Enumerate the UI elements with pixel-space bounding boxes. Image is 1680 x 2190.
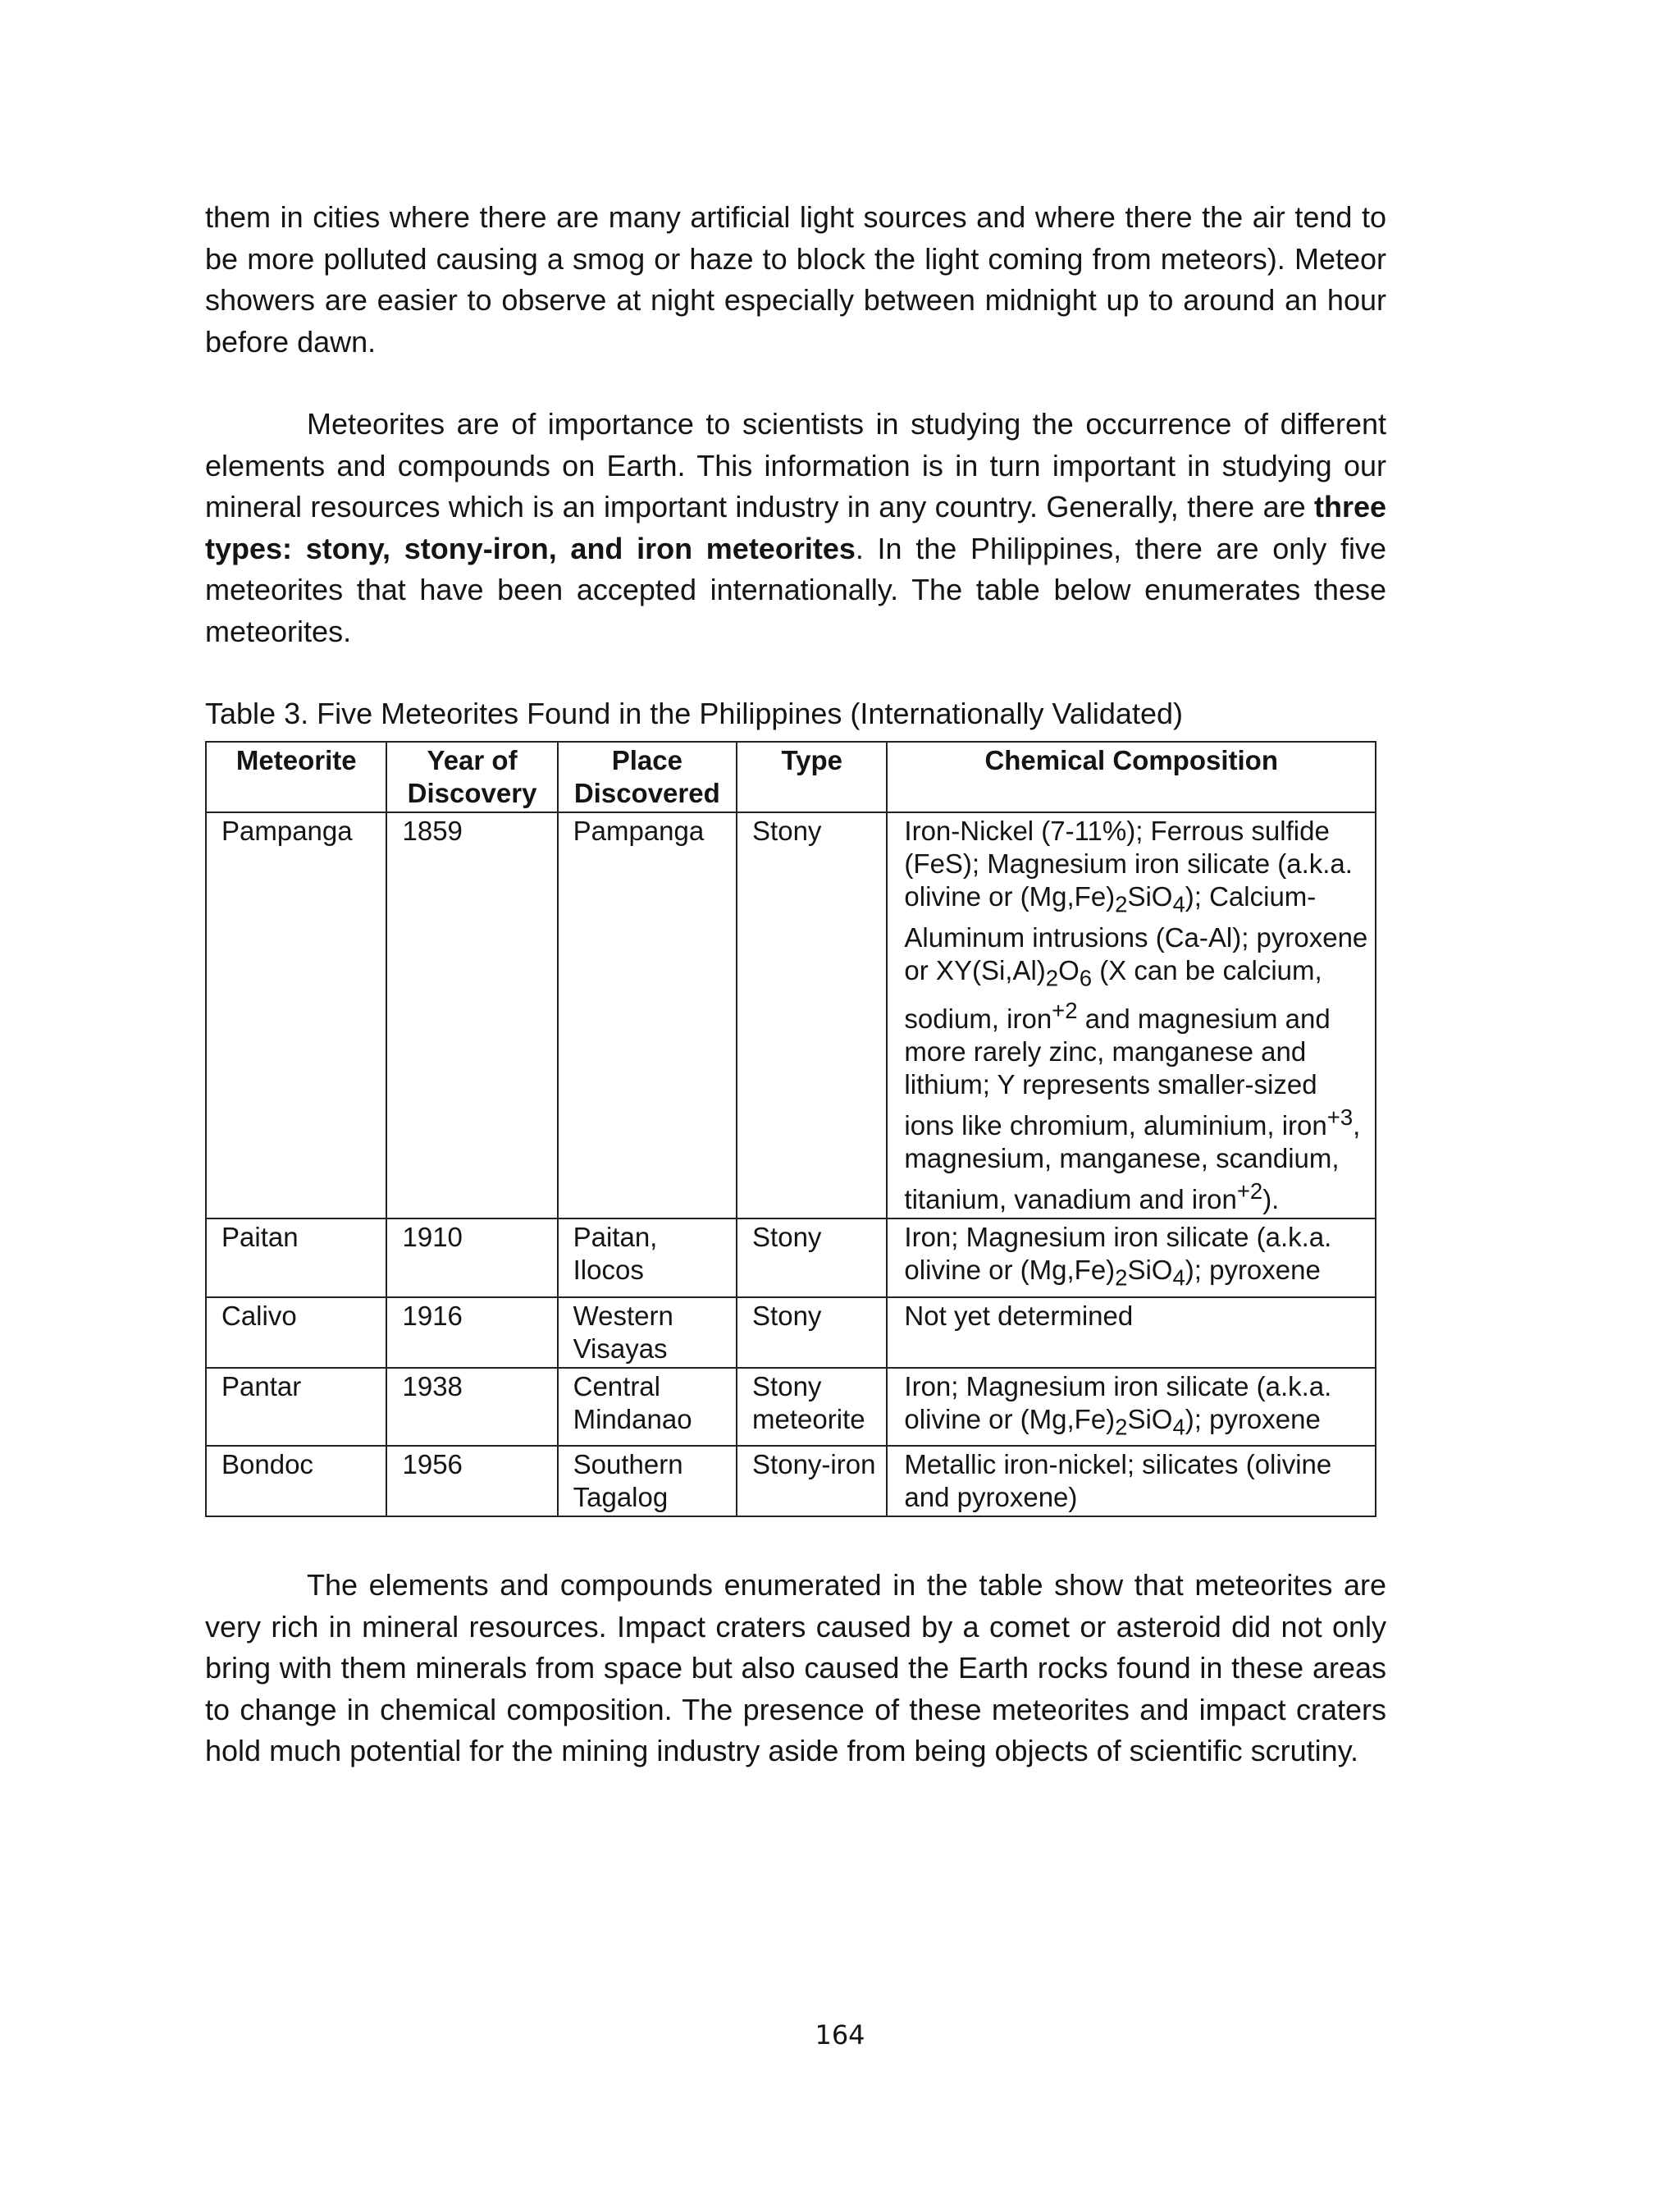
table-row: [206, 1446, 1376, 1516]
chem-text: Iron-Nickel (7-11%); Ferrous sulfide (FeS); Magnesium iron silicate (a.k.a. olivine or (Mg,Fe): [904, 816, 1353, 912]
chem-text: SiO: [1127, 881, 1173, 912]
chem-subscript: 2: [1045, 965, 1059, 991]
chem-subscript: 2: [1115, 1414, 1128, 1440]
cell-place: Pampanga: [558, 812, 737, 1218]
cell-chemical-composition: [887, 1446, 1376, 1516]
header-meteorite: Meteorite: [206, 742, 386, 812]
chem-text: ); pyroxene: [1185, 1255, 1321, 1286]
cell-year: 1938: [386, 1368, 557, 1447]
chem-subscript: 4: [1172, 1414, 1185, 1440]
chem-text: (X can be calcium, sodium, iron: [904, 954, 1322, 1035]
chem-text: Iron; Magnesium iron silicate (a.k.a. olivine or (Mg,Fe): [904, 1222, 1332, 1286]
cell-chemical-composition: [887, 1368, 1376, 1447]
header-year: Year of Discovery: [386, 742, 557, 812]
chem-subscript: 6: [1079, 965, 1093, 991]
header-type: Type: [737, 742, 887, 812]
paragraph-meteorites-importance: [205, 404, 1386, 652]
paragraph-text: Meteorites are of importance to scientists in studying the occurrence of different elements and compounds on Earth. This information is in turn important in studying our mineral resources which is an important industry in any country. Generally, there are: [205, 407, 1386, 523]
paragraph-meteor-showers: them in cities where there are many artificial light sources and where there the air tend to be more polluted causing a smog or haze to block the light coming from meteors). Meteor showers are easier to observe at night especially between midnight up to around an hour before dawn.: [205, 200, 1386, 359]
chem-text: SiO: [1127, 1255, 1173, 1286]
chem-subscript: 2: [1115, 891, 1128, 917]
chem-superscript: +2: [1052, 998, 1078, 1024]
meteorite-types-bold: three types: stony, stony-iron, and iron meteorites: [205, 490, 1386, 565]
cell-year: 1916: [386, 1297, 557, 1368]
cell-type: Stony meteorite: [737, 1368, 887, 1447]
chem-text: Metallic iron-nickel; silicates (olivine and pyroxene): [904, 1449, 1332, 1513]
document-page: [205, 197, 1386, 1772]
cell-type: Stony: [737, 1297, 887, 1368]
cell-place: Paitan, Ilocos: [558, 1218, 737, 1297]
cell-chemical-composition: [887, 1218, 1376, 1297]
chem-text: , magnesium, manganese, scandium, titanium, vanadium and iron: [904, 1110, 1361, 1215]
header-place: Place Discovered: [558, 742, 737, 812]
cell-meteorite: Pampanga: [206, 812, 386, 1218]
cell-chemical-composition: [887, 1297, 1376, 1368]
cell-meteorite: Pantar: [206, 1368, 386, 1447]
chem-text: Not yet determined: [904, 1300, 1134, 1331]
paragraph-text: . In the Philippines, there are only five meteorites that have been accepted internationally. The table below enumerates these meteorites.: [205, 531, 1386, 648]
cell-chemical-composition: [887, 812, 1376, 1218]
page-number: 164: [815, 2019, 865, 2051]
table-row: [206, 1368, 1376, 1447]
cell-type: Stony: [737, 1218, 887, 1297]
paragraph-mineral-resources: The elements and compounds enumerated in the table show that meteorites are very rich in mineral resources. Impact craters caused by a comet or asteroid did not only bring with them minerals from space but also caused the Earth rocks found in these areas to change in chemical composition. The presence of these meteorites and impact craters hold much potential for the mining industry aside from being objects of scientific scrutiny.: [205, 1568, 1386, 1768]
cell-year: 1956: [386, 1446, 557, 1516]
chem-subscript: 2: [1115, 1264, 1128, 1291]
chem-superscript: +2: [1236, 1178, 1263, 1205]
chem-text: and magnesium and more rarely zinc, manganese and lithium; Y represents smaller-sized ions like chromium, aluminium, iron: [904, 1004, 1331, 1141]
cell-type: Stony-iron: [737, 1446, 887, 1516]
table-header-row: [206, 742, 1376, 812]
cell-place: Central Mindanao: [558, 1368, 737, 1447]
chem-text: ); pyroxene: [1185, 1403, 1321, 1434]
table-row: [206, 1297, 1376, 1368]
chem-text: O: [1058, 954, 1080, 985]
chem-subscript: 4: [1172, 891, 1185, 917]
chem-text: ); Calcium-Aluminum intrusions (Ca-Al); pyroxene or XY(Si,Al): [904, 881, 1368, 985]
header-chemical-composition: Chemical Composition: [887, 742, 1376, 812]
cell-meteorite: Paitan: [206, 1218, 386, 1297]
chem-subscript: 4: [1172, 1264, 1185, 1291]
chem-superscript: +3: [1326, 1104, 1354, 1131]
cell-place: Western Visayas: [558, 1297, 737, 1368]
table-row: [206, 812, 1376, 1218]
chem-text: SiO: [1127, 1403, 1173, 1434]
chem-text: ).: [1262, 1184, 1280, 1215]
cell-year: 1910: [386, 1218, 557, 1297]
chem-text: Iron; Magnesium iron silicate (a.k.a. olivine or (Mg,Fe): [904, 1370, 1332, 1434]
cell-place: Southern Tagalog: [558, 1446, 737, 1516]
cell-year: 1859: [386, 812, 557, 1218]
cell-meteorite: Calivo: [206, 1297, 386, 1368]
meteorites-table: [205, 741, 1376, 1517]
cell-meteorite: Bondoc: [206, 1446, 386, 1516]
cell-type: Stony: [737, 812, 887, 1218]
table-row: [206, 1218, 1376, 1297]
table-caption: Table 3. Five Meteorites Found in the Philippines (Internationally Validated): [205, 697, 1183, 730]
